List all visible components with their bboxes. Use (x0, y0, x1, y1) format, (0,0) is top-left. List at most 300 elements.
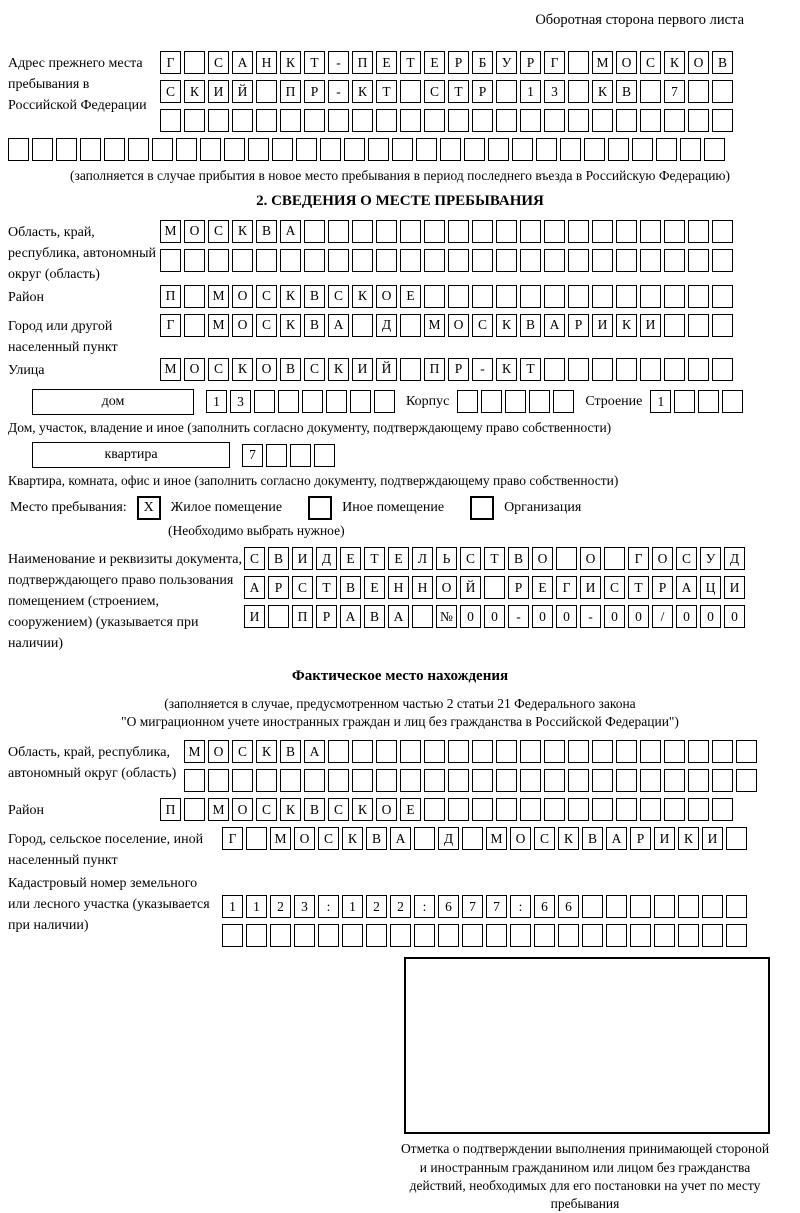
char-cell[interactable]: О (208, 740, 229, 763)
char-cell[interactable]: К (352, 285, 373, 308)
char-cell[interactable]: С (208, 51, 229, 74)
char-cell[interactable] (472, 285, 493, 308)
char-cell[interactable] (448, 220, 469, 243)
char-cell[interactable] (688, 740, 709, 763)
char-cell[interactable]: Е (424, 51, 445, 74)
char-cell[interactable] (376, 220, 397, 243)
char-cell[interactable] (296, 138, 317, 161)
char-cell[interactable] (457, 390, 478, 413)
char-cell[interactable]: К (280, 798, 301, 821)
char-cell[interactable]: Д (438, 827, 459, 850)
char-cell[interactable] (256, 109, 277, 132)
char-cell[interactable] (712, 314, 733, 337)
char-cell[interactable]: А (328, 314, 349, 337)
char-cell[interactable]: Л (412, 547, 433, 570)
char-cell[interactable] (496, 80, 517, 103)
char-cell[interactable]: С (328, 798, 349, 821)
char-cell[interactable]: Г (556, 576, 577, 599)
char-cell[interactable] (176, 138, 197, 161)
char-cell[interactable]: 3 (230, 390, 251, 413)
char-cell[interactable] (328, 220, 349, 243)
char-cell[interactable] (544, 740, 565, 763)
char-cell[interactable]: Е (364, 576, 385, 599)
char-cell[interactable] (712, 109, 733, 132)
char-cell[interactable] (604, 547, 625, 570)
char-cell[interactable]: С (424, 80, 445, 103)
char-cell[interactable]: Т (364, 547, 385, 570)
char-cell[interactable]: И (724, 576, 745, 599)
char-cell[interactable] (294, 924, 315, 947)
char-cell[interactable]: С (304, 358, 325, 381)
char-cell[interactable]: О (652, 547, 673, 570)
char-cell[interactable]: Р (268, 576, 289, 599)
char-cell[interactable] (376, 109, 397, 132)
char-cell[interactable] (496, 109, 517, 132)
char-cell[interactable] (568, 80, 589, 103)
char-cell[interactable] (414, 924, 435, 947)
char-cell[interactable] (472, 249, 493, 272)
char-cell[interactable] (536, 138, 557, 161)
char-cell[interactable] (344, 138, 365, 161)
char-cell[interactable] (640, 798, 661, 821)
char-cell[interactable] (553, 390, 574, 413)
char-cell[interactable] (376, 249, 397, 272)
char-cell[interactable]: О (232, 314, 253, 337)
char-cell[interactable] (184, 51, 205, 74)
char-cell[interactable]: К (558, 827, 579, 850)
char-cell[interactable] (712, 80, 733, 103)
char-cell[interactable] (246, 827, 267, 850)
char-cell[interactable] (520, 249, 541, 272)
char-cell[interactable]: В (582, 827, 603, 850)
char-cell[interactable] (128, 138, 149, 161)
char-cell[interactable]: Е (532, 576, 553, 599)
char-cell[interactable]: - (328, 51, 349, 74)
char-cell[interactable] (302, 390, 323, 413)
char-cell[interactable] (462, 827, 483, 850)
char-cell[interactable]: А (304, 740, 325, 763)
char-cell[interactable] (448, 109, 469, 132)
char-cell[interactable] (222, 924, 243, 947)
char-cell[interactable] (582, 895, 603, 918)
char-cell[interactable]: О (294, 827, 315, 850)
char-cell[interactable]: М (486, 827, 507, 850)
char-cell[interactable]: Т (448, 80, 469, 103)
char-cell[interactable]: Т (484, 547, 505, 570)
char-cell[interactable] (712, 740, 733, 763)
char-cell[interactable] (544, 109, 565, 132)
char-cell[interactable] (280, 249, 301, 272)
char-cell[interactable] (438, 924, 459, 947)
char-cell[interactable]: Д (724, 547, 745, 570)
char-cell[interactable]: О (232, 285, 253, 308)
char-cell[interactable] (304, 249, 325, 272)
char-cell[interactable]: В (508, 547, 529, 570)
char-cell[interactable]: И (592, 314, 613, 337)
char-cell[interactable] (290, 444, 311, 467)
char-cell[interactable]: Р (448, 51, 469, 74)
char-cell[interactable] (481, 390, 502, 413)
char-cell[interactable] (400, 80, 421, 103)
char-cell[interactable] (560, 138, 581, 161)
char-cell[interactable] (462, 924, 483, 947)
char-cell[interactable] (592, 358, 613, 381)
char-cell[interactable] (688, 798, 709, 821)
char-cell[interactable] (496, 740, 517, 763)
char-cell[interactable]: П (160, 798, 181, 821)
char-cell[interactable] (592, 285, 613, 308)
char-cell[interactable]: - (580, 605, 601, 628)
char-cell[interactable] (304, 220, 325, 243)
char-cell[interactable]: Й (460, 576, 481, 599)
char-cell[interactable]: М (208, 285, 229, 308)
char-cell[interactable]: Т (400, 51, 421, 74)
char-cell[interactable] (616, 769, 637, 792)
char-cell[interactable] (630, 895, 651, 918)
char-cell[interactable]: 0 (484, 605, 505, 628)
char-cell[interactable]: Д (316, 547, 337, 570)
char-cell[interactable] (400, 109, 421, 132)
char-cell[interactable]: В (366, 827, 387, 850)
char-cell[interactable]: С (676, 547, 697, 570)
char-cell[interactable] (496, 220, 517, 243)
char-cell[interactable]: В (304, 798, 325, 821)
char-cell[interactable]: С (256, 314, 277, 337)
char-cell[interactable]: В (364, 605, 385, 628)
char-cell[interactable] (208, 109, 229, 132)
char-cell[interactable] (400, 740, 421, 763)
char-cell[interactable] (592, 798, 613, 821)
char-cell[interactable]: Р (520, 51, 541, 74)
char-cell[interactable] (270, 924, 291, 947)
char-cell[interactable]: О (532, 547, 553, 570)
char-cell[interactable] (712, 220, 733, 243)
char-cell[interactable] (488, 138, 509, 161)
char-cell[interactable] (448, 249, 469, 272)
char-cell[interactable]: 3 (294, 895, 315, 918)
char-cell[interactable] (726, 924, 747, 947)
char-cell[interactable] (616, 285, 637, 308)
char-cell[interactable] (640, 220, 661, 243)
char-cell[interactable] (722, 390, 743, 413)
char-cell[interactable]: О (256, 358, 277, 381)
char-cell[interactable]: И (352, 358, 373, 381)
char-cell[interactable] (674, 390, 695, 413)
char-cell[interactable] (368, 138, 389, 161)
char-cell[interactable] (472, 798, 493, 821)
char-cell[interactable] (496, 249, 517, 272)
char-cell[interactable]: Р (652, 576, 673, 599)
char-cell[interactable]: И (640, 314, 661, 337)
char-cell[interactable] (712, 769, 733, 792)
char-cell[interactable] (412, 605, 433, 628)
char-cell[interactable] (328, 740, 349, 763)
char-cell[interactable]: В (268, 547, 289, 570)
char-cell[interactable] (520, 740, 541, 763)
char-cell[interactable] (184, 285, 205, 308)
char-cell[interactable] (318, 924, 339, 947)
char-cell[interactable]: Г (222, 827, 243, 850)
char-cell[interactable]: К (280, 51, 301, 74)
char-cell[interactable]: О (184, 358, 205, 381)
char-cell[interactable] (440, 138, 461, 161)
char-cell[interactable] (304, 109, 325, 132)
char-cell[interactable]: Б (472, 51, 493, 74)
char-cell[interactable]: А (388, 605, 409, 628)
char-cell[interactable]: Й (376, 358, 397, 381)
char-cell[interactable] (592, 220, 613, 243)
char-cell[interactable] (232, 249, 253, 272)
char-cell[interactable] (712, 358, 733, 381)
char-cell[interactable]: С (208, 358, 229, 381)
char-cell[interactable] (534, 924, 555, 947)
char-cell[interactable] (104, 138, 125, 161)
char-cell[interactable]: 1 (342, 895, 363, 918)
char-cell[interactable] (328, 249, 349, 272)
char-cell[interactable]: 6 (558, 895, 579, 918)
char-cell[interactable] (448, 740, 469, 763)
char-cell[interactable] (424, 109, 445, 132)
char-cell[interactable] (184, 314, 205, 337)
char-cell[interactable]: П (280, 80, 301, 103)
char-cell[interactable]: С (318, 827, 339, 850)
char-cell[interactable]: П (424, 358, 445, 381)
char-cell[interactable] (568, 740, 589, 763)
char-cell[interactable]: О (232, 798, 253, 821)
char-cell[interactable]: Г (544, 51, 565, 74)
char-cell[interactable]: С (256, 798, 277, 821)
char-cell[interactable]: Т (520, 358, 541, 381)
char-cell[interactable] (608, 138, 629, 161)
char-cell[interactable] (256, 769, 277, 792)
char-cell[interactable] (664, 249, 685, 272)
char-cell[interactable] (328, 109, 349, 132)
char-cell[interactable]: 0 (700, 605, 721, 628)
char-cell[interactable] (616, 798, 637, 821)
char-cell[interactable]: А (232, 51, 253, 74)
char-cell[interactable]: К (280, 285, 301, 308)
char-cell[interactable]: 6 (534, 895, 555, 918)
char-cell[interactable] (584, 138, 605, 161)
char-cell[interactable]: К (352, 80, 373, 103)
char-cell[interactable] (208, 769, 229, 792)
char-cell[interactable]: 7 (486, 895, 507, 918)
char-cell[interactable] (544, 769, 565, 792)
char-cell[interactable] (472, 220, 493, 243)
char-cell[interactable]: Т (376, 80, 397, 103)
char-cell[interactable] (520, 769, 541, 792)
char-cell[interactable] (184, 769, 205, 792)
char-cell[interactable]: А (244, 576, 265, 599)
char-cell[interactable]: 0 (556, 605, 577, 628)
char-cell[interactable] (664, 285, 685, 308)
residential-checkbox[interactable]: X (137, 496, 161, 520)
char-cell[interactable]: У (496, 51, 517, 74)
char-cell[interactable]: В (304, 314, 325, 337)
char-cell[interactable] (726, 827, 747, 850)
char-cell[interactable]: - (472, 358, 493, 381)
char-cell[interactable]: И (244, 605, 265, 628)
char-cell[interactable] (640, 249, 661, 272)
char-cell[interactable] (520, 285, 541, 308)
char-cell[interactable]: В (280, 358, 301, 381)
char-cell[interactable]: П (352, 51, 373, 74)
char-cell[interactable] (592, 769, 613, 792)
char-cell[interactable]: Р (630, 827, 651, 850)
char-cell[interactable] (464, 138, 485, 161)
char-cell[interactable] (520, 220, 541, 243)
char-cell[interactable] (352, 220, 373, 243)
char-cell[interactable]: Е (400, 798, 421, 821)
char-cell[interactable] (688, 314, 709, 337)
char-cell[interactable]: С (328, 285, 349, 308)
char-cell[interactable] (314, 444, 335, 467)
char-cell[interactable] (606, 895, 627, 918)
char-cell[interactable] (160, 249, 181, 272)
char-cell[interactable] (544, 285, 565, 308)
char-cell[interactable]: К (256, 740, 277, 763)
char-cell[interactable] (712, 798, 733, 821)
char-cell[interactable]: Е (400, 285, 421, 308)
char-cell[interactable]: 0 (460, 605, 481, 628)
char-cell[interactable] (472, 740, 493, 763)
char-cell[interactable] (632, 138, 653, 161)
char-cell[interactable] (568, 285, 589, 308)
char-cell[interactable] (630, 924, 651, 947)
char-cell[interactable] (414, 827, 435, 850)
char-cell[interactable] (616, 220, 637, 243)
char-cell[interactable] (448, 285, 469, 308)
char-cell[interactable]: 1 (520, 80, 541, 103)
char-cell[interactable] (400, 220, 421, 243)
char-cell[interactable]: К (342, 827, 363, 850)
char-cell[interactable]: Т (316, 576, 337, 599)
char-cell[interactable]: 6 (438, 895, 459, 918)
other-premises-checkbox[interactable] (308, 496, 332, 520)
char-cell[interactable] (246, 924, 267, 947)
char-cell[interactable] (304, 769, 325, 792)
char-cell[interactable]: У (700, 547, 721, 570)
char-cell[interactable] (80, 138, 101, 161)
char-cell[interactable] (656, 138, 677, 161)
char-cell[interactable] (688, 769, 709, 792)
char-cell[interactable]: О (616, 51, 637, 74)
char-cell[interactable] (640, 769, 661, 792)
char-cell[interactable] (726, 895, 747, 918)
char-cell[interactable] (424, 220, 445, 243)
char-cell[interactable] (702, 895, 723, 918)
char-cell[interactable] (678, 895, 699, 918)
char-cell[interactable] (678, 924, 699, 947)
char-cell[interactable] (688, 80, 709, 103)
char-cell[interactable] (496, 798, 517, 821)
char-cell[interactable] (704, 138, 725, 161)
char-cell[interactable]: В (340, 576, 361, 599)
char-cell[interactable] (640, 740, 661, 763)
char-cell[interactable]: 0 (532, 605, 553, 628)
char-cell[interactable]: С (208, 220, 229, 243)
char-cell[interactable] (568, 51, 589, 74)
char-cell[interactable]: М (270, 827, 291, 850)
char-cell[interactable]: М (160, 358, 181, 381)
char-cell[interactable]: П (292, 605, 313, 628)
char-cell[interactable]: К (328, 358, 349, 381)
char-cell[interactable]: О (376, 285, 397, 308)
char-cell[interactable] (448, 769, 469, 792)
char-cell[interactable]: - (508, 605, 529, 628)
char-cell[interactable] (56, 138, 77, 161)
char-cell[interactable] (512, 138, 533, 161)
char-cell[interactable]: Р (472, 80, 493, 103)
char-cell[interactable]: 0 (724, 605, 745, 628)
char-cell[interactable]: : (318, 895, 339, 918)
char-cell[interactable] (688, 220, 709, 243)
char-cell[interactable] (248, 138, 269, 161)
char-cell[interactable] (352, 249, 373, 272)
char-cell[interactable] (328, 769, 349, 792)
char-cell[interactable] (698, 390, 719, 413)
char-cell[interactable]: А (280, 220, 301, 243)
char-cell[interactable]: К (352, 798, 373, 821)
char-cell[interactable]: 0 (628, 605, 649, 628)
char-cell[interactable] (184, 249, 205, 272)
char-cell[interactable]: О (688, 51, 709, 74)
char-cell[interactable]: С (232, 740, 253, 763)
char-cell[interactable] (400, 358, 421, 381)
char-cell[interactable]: А (544, 314, 565, 337)
char-cell[interactable] (424, 798, 445, 821)
char-cell[interactable]: В (256, 220, 277, 243)
char-cell[interactable] (266, 444, 287, 467)
char-cell[interactable] (496, 285, 517, 308)
char-cell[interactable] (366, 924, 387, 947)
char-cell[interactable]: 2 (366, 895, 387, 918)
char-cell[interactable]: Р (448, 358, 469, 381)
char-cell[interactable]: 1 (246, 895, 267, 918)
char-cell[interactable]: С (160, 80, 181, 103)
char-cell[interactable] (616, 740, 637, 763)
char-cell[interactable] (664, 314, 685, 337)
char-cell[interactable] (510, 924, 531, 947)
char-cell[interactable] (606, 924, 627, 947)
char-cell[interactable]: М (208, 798, 229, 821)
char-cell[interactable] (200, 138, 221, 161)
char-cell[interactable] (416, 138, 437, 161)
char-cell[interactable]: М (592, 51, 613, 74)
char-cell[interactable]: О (580, 547, 601, 570)
char-cell[interactable]: И (208, 80, 229, 103)
char-cell[interactable]: С (534, 827, 555, 850)
char-cell[interactable] (376, 740, 397, 763)
char-cell[interactable]: / (652, 605, 673, 628)
char-cell[interactable] (568, 249, 589, 272)
char-cell[interactable] (592, 740, 613, 763)
char-cell[interactable]: Ь (436, 547, 457, 570)
char-cell[interactable] (664, 109, 685, 132)
char-cell[interactable]: 1 (206, 390, 227, 413)
char-cell[interactable]: И (702, 827, 723, 850)
char-cell[interactable]: Д (376, 314, 397, 337)
char-cell[interactable] (568, 798, 589, 821)
char-cell[interactable] (664, 358, 685, 381)
char-cell[interactable]: Г (160, 314, 181, 337)
char-cell[interactable]: Г (160, 51, 181, 74)
char-cell[interactable] (520, 109, 541, 132)
char-cell[interactable] (278, 390, 299, 413)
char-cell[interactable]: 7 (664, 80, 685, 103)
char-cell[interactable] (152, 138, 173, 161)
char-cell[interactable] (582, 924, 603, 947)
